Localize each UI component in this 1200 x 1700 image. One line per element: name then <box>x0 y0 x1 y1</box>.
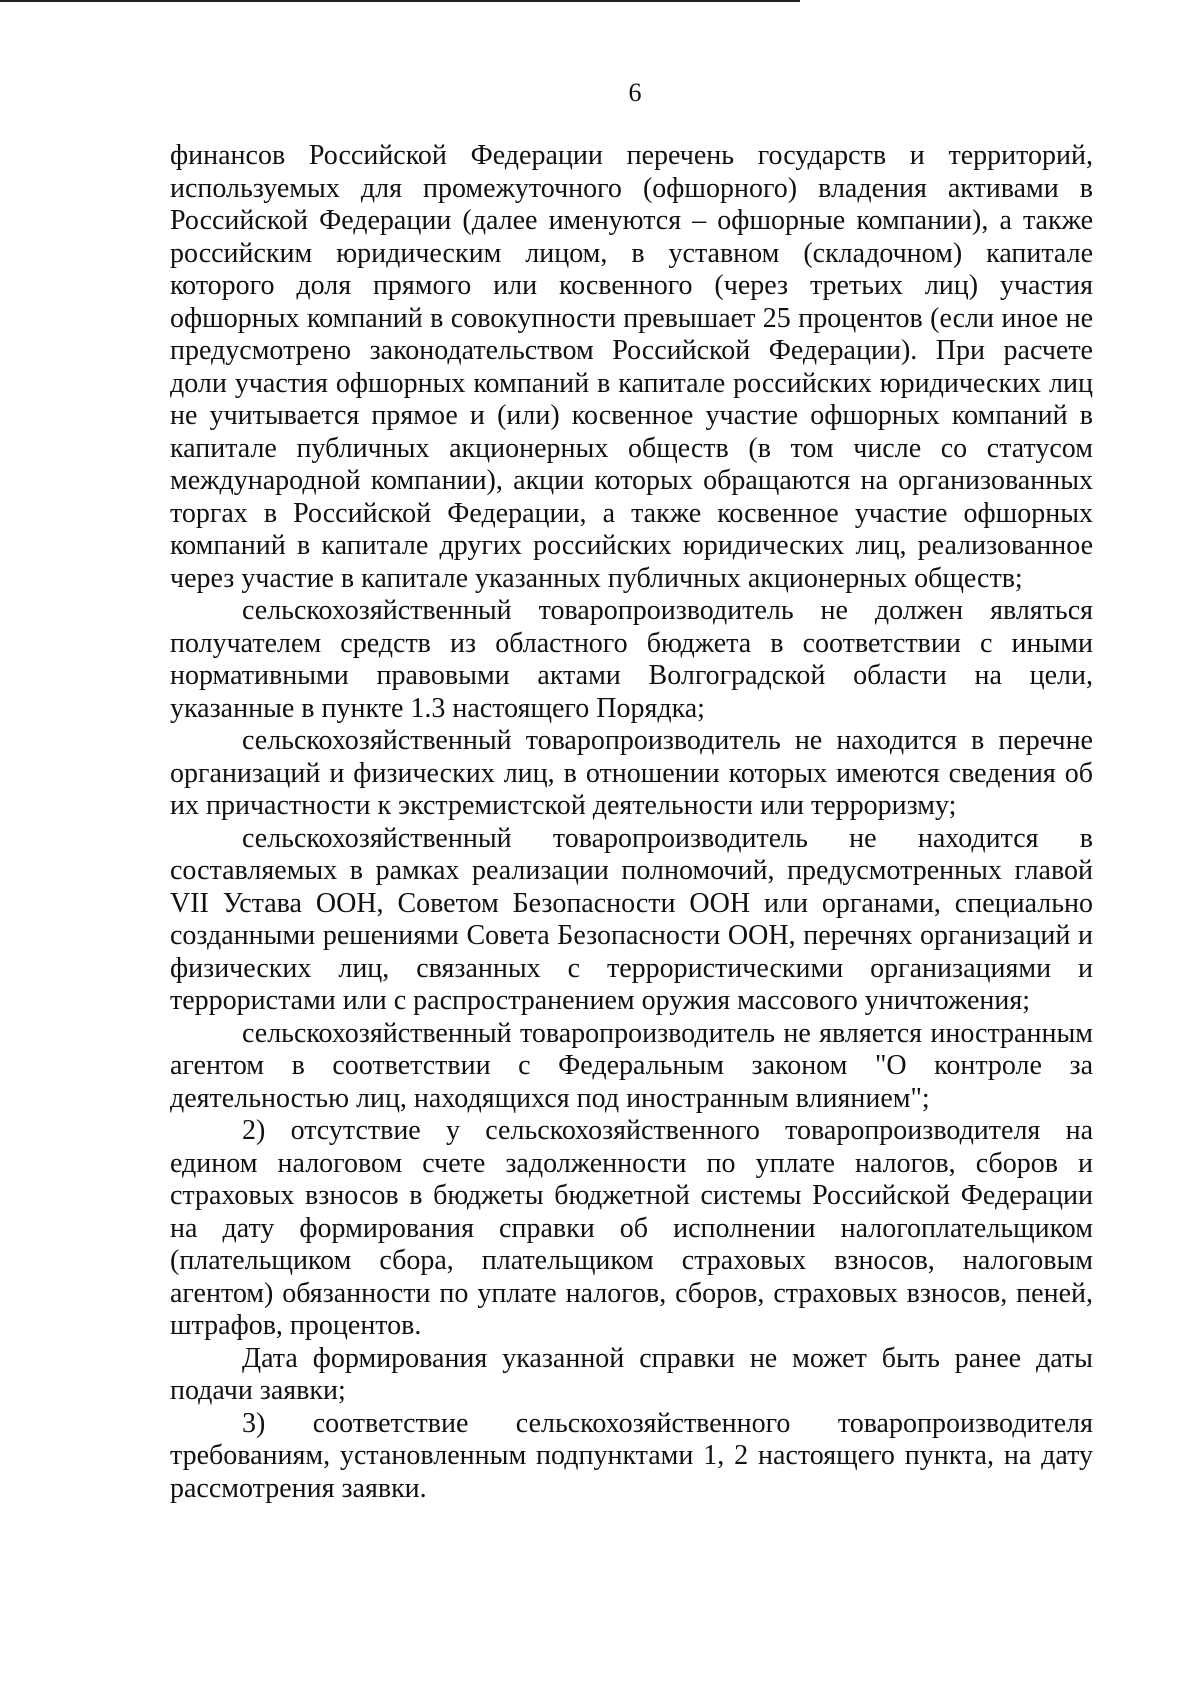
paragraph-not-extremist-list: сельскохозяйственный товаропроизводитель не находится в перечне организаций и физических лиц, в отношении которых имеются сведения об их причастности к экстремистской деятельности или терроризму; <box>170 725 1093 821</box>
paragraph-compliance-on-review: 3) соответствие сельскохозяйственного товаропроизводителя требованиям, установленным подпунктами 1, 2 настоящего пункта, на дату рассмотрения заявки. <box>170 1407 1093 1504</box>
scan-top-border <box>0 0 800 2</box>
paragraph-offshore-companies: финансов Российской Федерации перечень государств и территорий, используемых для промежуточного (офшорного) владения активами в Российской Федерации (далее именуются – офшорные компании), а также российским юридическим лицом, в уставном (складочном) капитале которого доля прямого или косвенного (через третьих лиц) участия офшорных компаний в совокупности превышает 25 процентов (если иное не предусмотрено законодательством Российской Федерации). При расчете доли участия офшорных компаний в капитале российских юридических лиц не учитывается прямое и (или) косвенное участие офшорных компаний в капитале публичных акционерных обществ (в том числе со статусом международной компании), акции которых обращаются на организованных торгах в Российской Федерации, а также косвенное участие офшорных компаний в капитале других российских юридических лиц, реализованное через участие в капитале указанных публичных акционерных обществ; <box>170 140 1093 594</box>
paragraph-not-budget-recipient: сельскохозяйственный товаропроизводитель не должен являться получателем средств из областного бюджета в соответствии с иными нормативными правовыми актами Волгоградской области на цели, указанные в пункте 1.3 настоящего Порядка; <box>170 595 1093 724</box>
page-number: 6 <box>628 78 642 107</box>
paragraph-not-un-sanctions-list: сельскохозяйственный товаропроизводитель не находится в составляемых в рамках реализации полномочий, предусмотренных главой VII Устава ООН, Советом Безопасности ООН или органами, специально созданными решениями Совета Безопасности ООН, перечнях организаций и физических лиц, связанных с террористическими организациями и террористами или с распространением оружия массового уничтожения; <box>170 822 1093 1016</box>
paragraph-certificate-date: Дата формирования указанной справки не может быть ранее даты подачи заявки; <box>170 1342 1093 1406</box>
paragraph-not-foreign-agent: сельскохозяйственный товаропроизводитель не является иностранным агентом в соответствии с Федеральным законом "О контроле за деятельностью лиц, находящихся под иностранным влиянием"; <box>170 1017 1093 1114</box>
document-body <box>170 140 1093 1505</box>
paragraph-no-tax-debt: 2) отсутствие у сельскохозяйственного товаропроизводителя на едином налоговом счете задолженности по уплате налогов, сборов и страховых взносов в бюджеты бюджетной системы Российской Федерации на дату формирования справки об исполнении налогоплательщиком (плательщиком сбора, плательщиком страховых взносов, налоговым агентом) обязанности по уплате налогов, сборов, страховых взносов, пеней, штрафов, процентов. <box>170 1115 1093 1341</box>
